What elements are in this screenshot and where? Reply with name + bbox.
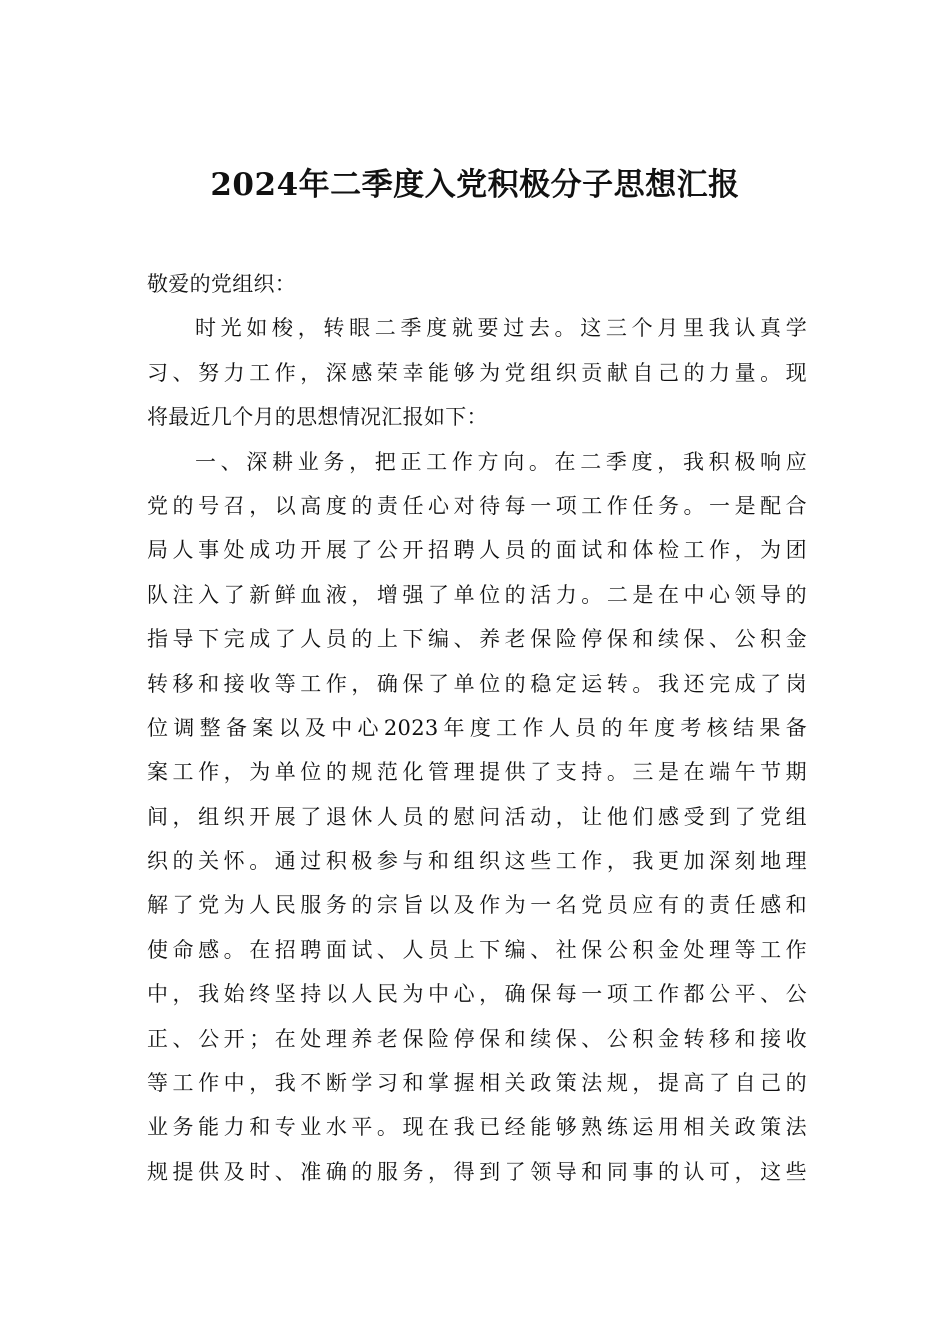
document-title: 2024年二季度入党积极分子思想汇报 bbox=[210, 167, 740, 203]
text-line: 使命感。在招聘面试、人员上下编、社保公积金处理等工作 bbox=[147, 937, 807, 962]
text-line: 中，我始终坚持以人民为中心，确保每一项工作都公平、公 bbox=[147, 982, 807, 1007]
text-line: 指导下完成了人员的上下编、养老保险停保和续保、公积金 bbox=[147, 627, 807, 652]
text-line: 队注入了新鲜血液，增强了单位的活力。二是在中心领导的 bbox=[147, 582, 807, 607]
text-line: 党的号召，以高度的责任心对待每一项工作任务。一是配合 bbox=[147, 493, 807, 518]
text-line: 位调整备案以及中心2023年度工作人员的年度考核结果备 bbox=[147, 715, 807, 740]
paragraph-intro bbox=[147, 306, 807, 439]
text-line: 局人事处成功开展了公开招聘人员的面试和体检工作，为团 bbox=[147, 538, 807, 563]
document-body bbox=[147, 262, 807, 1194]
text-line: 等工作中，我不断学习和掌握相关政策法规，提高了自己的 bbox=[147, 1071, 807, 1096]
text-line: 解了党为人民服务的宗旨以及作为一名党员应有的责任感和 bbox=[147, 893, 807, 918]
text-line: 间，组织开展了退休人员的慰问活动，让他们感受到了党组 bbox=[147, 804, 807, 829]
text-line: 习、努力工作，深感荣幸能够为党组织贡献自己的力量。现 bbox=[147, 360, 807, 385]
paragraph-section-one bbox=[147, 440, 807, 1195]
text-line: 一、深耕业务，把正工作方向。在二季度，我积极响应 bbox=[195, 449, 807, 474]
text-line: 案工作，为单位的规范化管理提供了支持。三是在端午节期 bbox=[147, 760, 807, 785]
text-line: 规提供及时、准确的服务，得到了领导和同事的认可，这些 bbox=[147, 1159, 807, 1184]
text-line: 业务能力和专业水平。现在我已经能够熟练运用相关政策法 bbox=[147, 1115, 807, 1140]
text-line: 转移和接收等工作，确保了单位的稳定运转。我还完成了岗 bbox=[147, 671, 807, 696]
salutation: 敬爱的党组织： bbox=[147, 272, 297, 296]
text-line: 将最近几个月的思想情况汇报如下： bbox=[147, 405, 488, 430]
text-line: 时光如梭，转眼二季度就要过去。这三个月里我认真学 bbox=[195, 316, 807, 341]
text-line: 正、公开；在处理养老保险停保和续保、公积金转移和接收 bbox=[147, 1026, 807, 1051]
text-line: 织的关怀。通过积极参与和组织这些工作，我更加深刻地理 bbox=[147, 849, 807, 874]
